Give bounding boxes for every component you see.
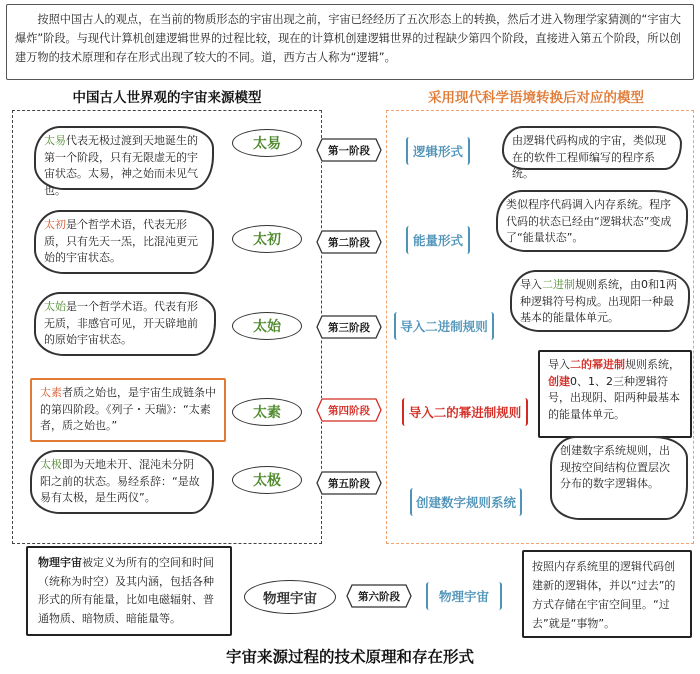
taiji-description: 太极即为天地未开、混沌未分阴阳之前的状态。易经系辞：“是故易有太极，是生两仪”。	[30, 450, 214, 514]
taichu-oval: 太初	[232, 225, 302, 253]
taishi-oval: 太始	[232, 312, 302, 340]
intro-paragraph: 按照中国古人的观点，在当前的物质形态的宇宙出现之前，宇宙已经经历了五次形态上的转换，然后才进入物理学家猜测的“宇宙大爆炸”阶段。与现代计算机创建逻辑世界的过程比较，现在的计算机创建逻辑世界的过程缺少第四个阶段，直接进入第五个阶段，所以创建万物的技术原理和存在形式出现了较大的不同。道，西方古人称为“逻辑”。	[6, 4, 694, 80]
right-column-header: 采用现代科学语境转换后对应的模型	[428, 90, 644, 106]
physical-universe-right-description: 按照内存系统里的逻辑代码创建新的逻辑体，并以“过去”的方式存储在宇宙空间里。“过去”就是“事物”。	[522, 550, 692, 638]
taisu-oval: 太素	[232, 398, 302, 426]
physical-universe-oval: 物理宇宙	[244, 580, 336, 614]
digital-rule-system-tag: 创建数字规则系统	[410, 488, 522, 516]
stage-4-arrow	[316, 398, 382, 422]
taishi-description: 太始是一个哲学术语。代表有形无质，非感官可见，开天辟地前的原始宇宙状态。	[34, 292, 216, 356]
stage-3-label: 第三阶段	[328, 321, 370, 334]
stage-1-arrow	[316, 138, 382, 162]
stage-4-label: 第四阶段	[328, 404, 370, 417]
power-of-two-rule-description: 导入二的幂进制规则系统，创建0、1、2三种逻辑符号，出现阴、阳两种最基本的能量体单元。	[538, 350, 692, 438]
stage-3-arrow	[316, 315, 382, 339]
energy-form-tag: 能量形式	[406, 226, 470, 254]
stage-1-label: 第一阶段	[328, 144, 370, 157]
taichu-description: 太初是个哲学术语，代表无形质，只有先天一炁，比混沌更元始的宇宙状态。	[34, 210, 214, 274]
digital-rule-system-description: 创建数字系统规则，出现按空间结构位置层次分布的数字逻辑体。	[550, 436, 688, 520]
stage-2-label: 第二阶段	[328, 236, 370, 249]
binary-rule-tag: 导入二进制规则	[394, 312, 494, 340]
stage-5-label: 第五阶段	[328, 477, 370, 490]
stage-5-arrow	[316, 471, 382, 495]
energy-form-description: 类似程序代码调入内存系统。程序代码的状态已经由“逻辑状态”变成了“能量状态”。	[496, 190, 688, 252]
logic-form-tag: 逻辑形式	[406, 137, 470, 165]
taiyi-description: 太易代表无极过渡到天地诞生的第一个阶段，只有无限虚无的宇宙状态。太易，神之始而未见气也。	[34, 126, 214, 190]
stage-6-label: 第六阶段	[358, 590, 400, 603]
logic-form-description: 由逻辑代码构成的宇宙，类似现在的软件工程师编写的程序系统。	[502, 126, 682, 170]
taiyi-oval: 太易	[232, 129, 302, 157]
taiji-oval: 太极	[232, 466, 302, 494]
physical-universe-description: 物理宇宙被定义为所有的空间和时间（统称为时空）及其内涵，包括各种形式的所有能量，比如电磁辐射、普通物质、暗物质、暗能量等。	[26, 546, 232, 636]
taisu-description: 太素者质之始也，是宇宙生成链条中的第四阶段。《列子・天瑞》：“太素者，质之始也。”	[30, 378, 226, 442]
binary-rule-description: 导入二进制规则系统，由0和1两种逻辑符号构成。出现阳一种最基本的能量体单元。	[510, 270, 690, 332]
stage-2-arrow	[316, 230, 382, 254]
power-of-two-rule-tag: 导入二的幂进制规则	[402, 398, 528, 426]
diagram-title: 宇宙来源过程的技术原理和存在形式	[225, 647, 474, 666]
physical-universe-tag: 物理宇宙	[426, 582, 502, 610]
stage-6-arrow	[346, 584, 412, 608]
left-column-header: 中国古人世界观的宇宙来源模型	[72, 90, 262, 106]
